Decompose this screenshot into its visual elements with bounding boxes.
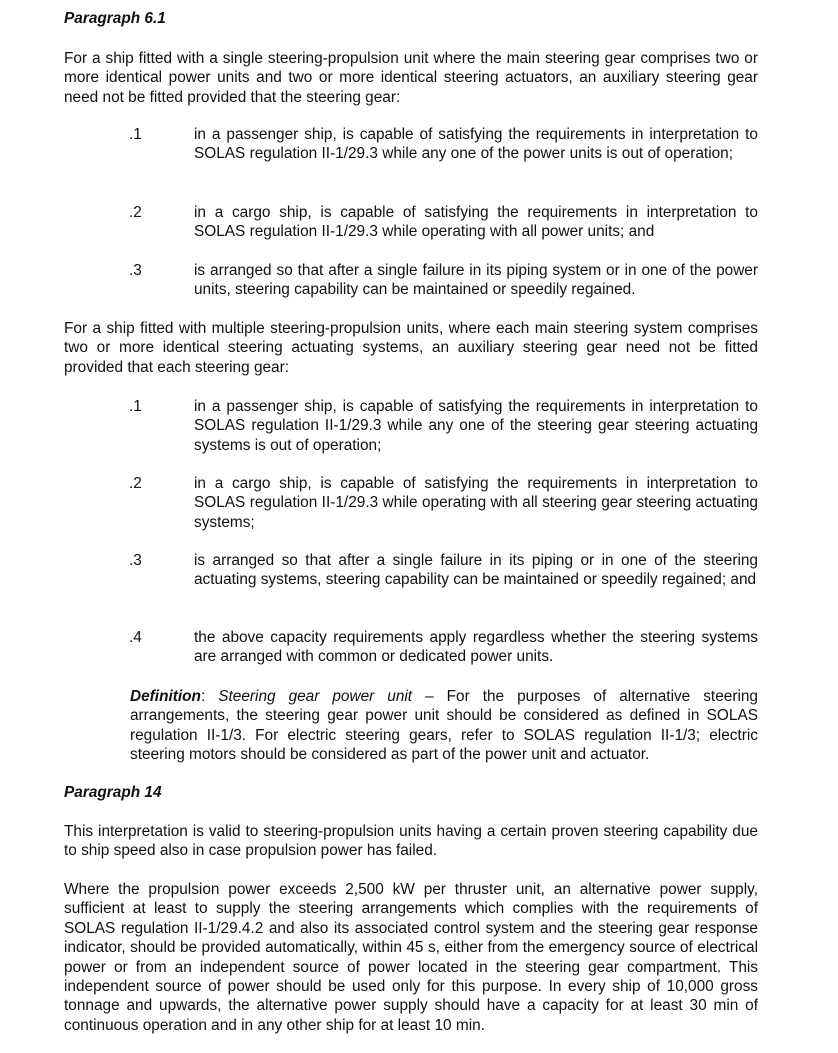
list-item-number: .2 [129, 475, 142, 492]
definition-colon: : [200, 688, 219, 705]
section-heading-6-1: Paragraph 6.1 [64, 10, 166, 27]
list-item-number: .1 [129, 398, 142, 415]
list-item-text: in a cargo ship, is capable of satisfying the requirements in interpretation to SOLAS regulation II-1/29.3 while operating with all steering gear steering actuating systems; [194, 475, 758, 531]
list-item-text: in a cargo ship, is capable of satisfying the requirements in interpretation to SOLAS regulation II-1/29.3 while operating with all power units; and [194, 204, 758, 241]
definition-text: – For the purposes of alternative steering arrangements, the steering gear power unit should be considered as defined in SOLAS regulation II-1/3. For electric steering gears, refer to SOLAS regulation II-1/3; electric steering motors should be considered as part of the power unit and actuator. [130, 688, 758, 764]
list-item-text: in a passenger ship, is capable of satisfying the requirements in interpretation to SOLAS regulation II-1/29.3 while any one of the power units is out of operation; [194, 126, 758, 163]
list-item-number: .1 [129, 126, 142, 143]
intro-paragraph-multiple-units: For a ship fitted with multiple steering-propulsion units, where each main steering system comprises two or more identical steering actuating systems, an auxiliary steering gear need not be fitted provided that each steering gear: [64, 320, 758, 376]
definition-block [130, 687, 758, 765]
list-item-text: is arranged so that after a single failure in its piping system or in one of the power units, steering capability can be maintained or speedily regained. [194, 262, 758, 299]
list-item-number: .4 [129, 629, 142, 646]
paragraph-validity: This interpretation is valid to steering-propulsion units having a certain proven steering capability due to ship speed also in case propulsion power has failed. [64, 823, 758, 860]
paragraph-power-supply: Where the propulsion power exceeds 2,500 kW per thruster unit, an alternative power supply, sufficient at least to supply the steering arrangements which complies with the requirements of SOLAS regulation II-1/29.4.2 and also its associated control system and the steering gear response indicator, should be provided automatically, within 45 s, either from the emergency source of electrical power or from an independent source of power located in the steering gear compartment. This independent source of power should be used only for this purpose. In every ship of 10,000 gross tonnage and upwards, the alternative power supply should have a capacity for at least 30 min of continuous operation and in any other ship for at least 10 min. [64, 881, 758, 1034]
list-item-number: .3 [129, 262, 142, 279]
definition-label: Definition [130, 688, 201, 705]
list-item-text: in a passenger ship, is capable of satisfying the requirements in interpretation to SOLAS regulation II-1/29.3 while any one of the steering gear steering actuating systems is out of operation; [194, 398, 758, 454]
definition-term: Steering gear power unit [218, 688, 413, 705]
list-item-text: the above capacity requirements apply regardless whether the steering systems are arranged with common or dedicated power units. [194, 629, 758, 666]
intro-paragraph-single-unit: For a ship fitted with a single steering-propulsion unit where the main steering gear comprises two or more identical power units and two or more identical steering actuators, an auxiliary steering gear need not be fitted provided that the steering gear: [64, 50, 758, 106]
list-item-text: is arranged so that after a single failure in its piping or in one of the steering actuating systems, steering capability can be maintained or speedily regained; and [194, 552, 758, 589]
list-item-number: .2 [129, 204, 142, 221]
section-heading-14: Paragraph 14 [64, 784, 162, 801]
list-item-number: .3 [129, 552, 142, 569]
